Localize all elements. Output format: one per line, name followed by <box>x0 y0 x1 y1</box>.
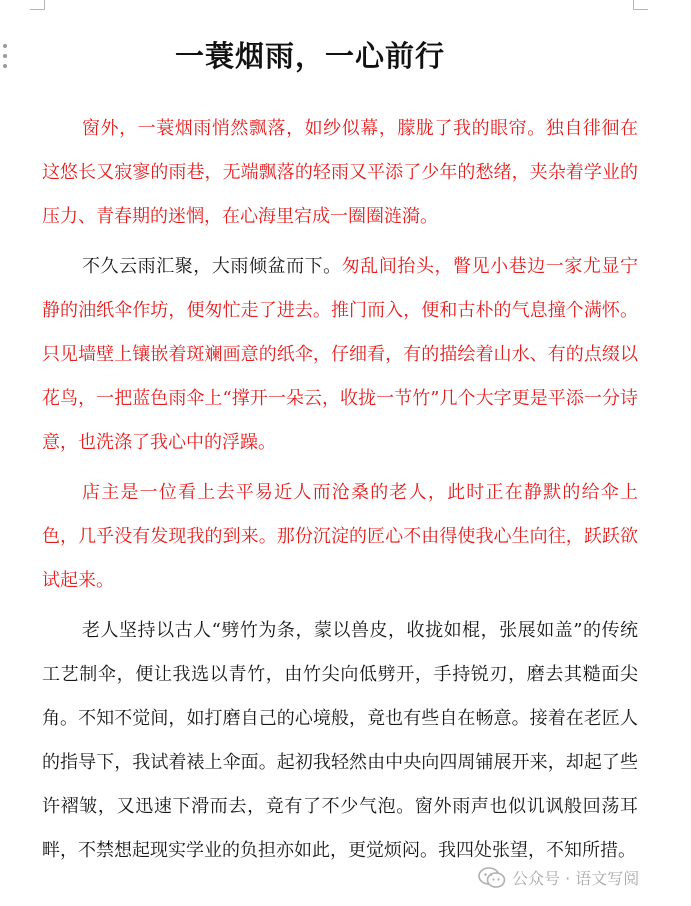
paragraph-4: 老人坚持以古人“劈竹为条，蒙以兽皮，收拢如棍，张展如盖”的传统工艺制伞，便让我选以青竹，由竹尖向低劈开，手持锐刃，磨去其糙面尖角。不知不觉间，如打磨自己的心境般，竟也有些自在畅意。接着在老匠人的指导下，我试着裱上伞面。起初我轻然由中央向四周铺展开来，却起了些许褶皱，又迅速下滑而去，竟有了不少气泡。窗外雨声也似讥讽般回荡耳畔，不禁想起现实学业的负担亦如此，更觉烦闷。我四处张望，不知所措。 <box>42 620 638 861</box>
paragraph-2-lead: 不久云雨汇聚，大雨倾盆而下。 <box>82 256 342 277</box>
page-corner-mark-right <box>633 0 648 10</box>
document-body <box>42 107 638 879</box>
watermark <box>478 866 639 889</box>
paragraph-2-highlight: 匆乱间抬头，瞥见小巷边一家尤显宁静的油纸伞作坊，便匆忙走了进去。推门而入，便和古朴的气息撞个满怀。只见墙壁上镶嵌着斑斓画意的纸伞，仔细看，有的描绘着山水、有的点缀以花鸟，一把蓝色雨伞上“撑开一朵云，收拢一节竹”几个大字更是平添一分诗意，也洗涤了我心中的浮躁。 <box>42 256 639 453</box>
watermark-text: 公众号 · 语文写阅 <box>512 869 640 888</box>
page-corner-mark-left <box>30 0 45 10</box>
wechat-icon <box>478 867 506 889</box>
paragraph-3: 店主是一位看上去平易近人而沧桑的老人，此时正在静默的给伞上色，几乎没有发现我的到来。那份沉淀的匠心不由得使我心生向往，跃跃欲试起来。 <box>42 482 638 591</box>
paragraph-2 <box>42 245 638 465</box>
paragraph-1: 窗外，一蓑烟雨悄然飘落，如纱似幕，朦胧了我的眼帘。独自徘徊在这悠长又寂寥的雨巷，无端飘落的轻雨又平添了少年的愁绪，夹杂着学业的压力、青春期的迷惘，在心海里宕成一圈圈涟漪。 <box>42 118 638 227</box>
document-title: 一蓑烟雨，一心前行 <box>174 39 445 73</box>
